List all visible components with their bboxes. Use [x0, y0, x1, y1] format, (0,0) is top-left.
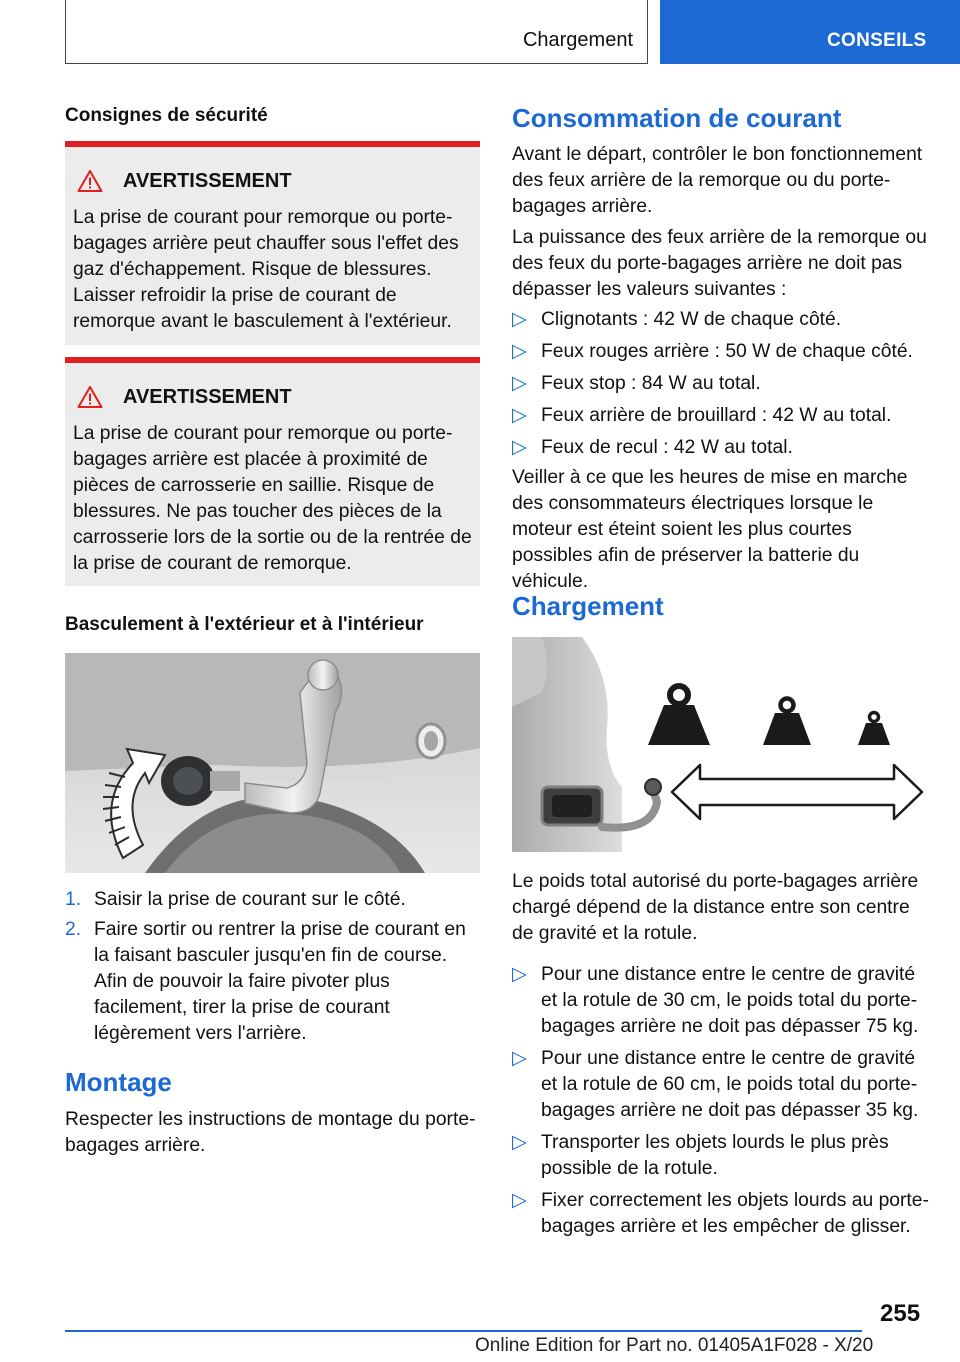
triangle-bullet-icon: ▷ — [512, 341, 527, 362]
list-item — [512, 403, 930, 429]
loading-heading: Chargement — [512, 591, 664, 621]
section-header-tab — [660, 0, 960, 64]
list-item-text: Feux rouges arrière : 50 W de chaque côté. — [541, 341, 913, 362]
list-item — [512, 307, 930, 333]
step-number: 1. — [65, 889, 82, 910]
swing-steps-list — [65, 887, 480, 1047]
list-item — [65, 917, 480, 1047]
warning-triangle-icon — [77, 169, 103, 193]
list-item — [512, 371, 930, 397]
chapter-title: Chargement — [522, 29, 633, 51]
list-item-text: Clignotants : 42 W de chaque côté. — [541, 309, 842, 330]
footer-edition: Online Edition for Part no. 01405A1F028 - X/20 — [475, 1335, 874, 1356]
load-distance-illustration — [512, 637, 930, 852]
consumption-paragraph-2: La puissance des feux arrière de la remorque ou des feux du porte-bagages arrière ne doit pas dépasser les valeurs suivantes : — [512, 227, 927, 300]
consumption-paragraph-1: Avant le départ, contrôler le bon fonctionnement des feux arrière de la remorque ou du porte-bagages arrière. — [512, 144, 923, 217]
chapter-header-box — [65, 0, 648, 64]
triangle-bullet-icon: ▷ — [512, 373, 527, 394]
list-item — [512, 1188, 930, 1240]
list-item — [512, 339, 930, 365]
triangle-bullet-icon: ▷ — [512, 405, 527, 426]
list-item — [512, 1046, 930, 1124]
list-item-text: Feux arrière de brouillard : 42 W au total. — [541, 405, 892, 426]
triangle-bullet-icon: ▷ — [512, 1048, 527, 1069]
list-item — [512, 435, 930, 461]
loading-paragraph: Le poids total autorisé du porte-bagages arrière chargé dépend de la distance entre son centre de gravité et la rotule. — [512, 871, 919, 944]
warning-box-heat — [65, 141, 480, 345]
warning-box-protruding-parts — [65, 357, 480, 586]
triangle-bullet-icon: ▷ — [512, 1132, 527, 1153]
list-item-text: Pour une distance entre le centre de gravité et la rotule de 30 cm, le poids total du porte-bagages arrière ne doit pas dépasser 75 kg. — [541, 964, 919, 1037]
trailer-socket-illustration — [65, 653, 480, 873]
montage-heading: Montage — [65, 1067, 172, 1097]
list-item — [512, 962, 930, 1040]
swing-heading: Basculement à l'extérieur et à l'intérieur — [65, 614, 424, 635]
page-number: 255 — [880, 1300, 921, 1327]
section-title: CONSEILS — [827, 30, 927, 51]
triangle-bullet-icon: ▷ — [512, 309, 527, 330]
consumption-heading: Consommation de courant — [512, 103, 842, 133]
step-text: Saisir la prise de courant sur le côté. — [94, 889, 406, 910]
list-item-text: Pour une distance entre le centre de gravité et la rotule de 60 cm, le poids total du porte-bagages arrière ne doit pas dépasser 35 kg. — [541, 1048, 919, 1121]
consumption-limits-list — [512, 307, 930, 461]
list-item-text: Feux de recul : 42 W au total. — [541, 437, 793, 458]
triangle-bullet-icon: ▷ — [512, 437, 527, 458]
triangle-bullet-icon: ▷ — [512, 1190, 527, 1211]
list-item-text: Feux stop : 84 W au total. — [541, 373, 761, 394]
step-number: 2. — [65, 919, 82, 940]
footer-divider — [65, 1330, 862, 1332]
warning-title: AVERTISSEMENT — [123, 170, 292, 192]
consumption-paragraph-3: Veiller à ce que les heures de mise en marche des consommateurs électriques lorsque le moteur est éteint soient les plus courtes possibles afin de préserver la batterie du véhicule. — [512, 467, 908, 592]
montage-text: Respecter les instructions de montage du porte-bagages arrière. — [65, 1109, 476, 1156]
list-item — [65, 887, 480, 913]
warning-triangle-icon — [77, 385, 103, 409]
triangle-bullet-icon: ▷ — [512, 964, 527, 985]
list-item — [512, 1130, 930, 1182]
list-item-text: Transporter les objets lourds le plus près possible de la rotule. — [541, 1132, 889, 1179]
warning-title: AVERTISSEMENT — [123, 386, 292, 408]
warning-text: La prise de courant pour remorque ou porte-bagages arrière peut chauffer sous l'effet des gaz d'échappement. Risque de blessures. Laisser refroidir la prise de courant de remorque avant le basculement à l'extérieur. — [73, 207, 459, 332]
loading-rules-list — [512, 962, 930, 1240]
step-text: Faire sortir ou rentrer la prise de courant en la faisant basculer jusqu'en fin de course. Afin de pouvoir la faire pivoter plus facilement, tirer la prise de courant légèrement vers l'arrière. — [94, 919, 466, 1044]
warning-text: La prise de courant pour remorque ou porte-bagages arrière est placée à proximité de pièces de carrosserie en saillie. Risque de blessures. Ne pas toucher des pièces de la carrosserie lors de la sortie ou de la rentrée de la prise de courant de remorque. — [73, 423, 472, 574]
safety-heading: Consignes de sécurité — [65, 105, 268, 126]
list-item-text: Fixer correctement les objets lourds au porte-bagages arrière et les empêcher de glisser. — [541, 1190, 929, 1237]
